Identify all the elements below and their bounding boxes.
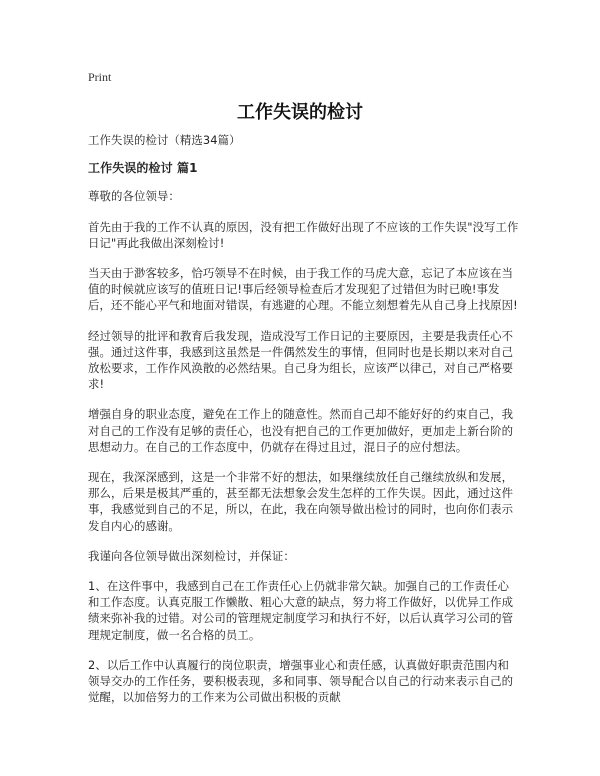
body-paragraph: 当天由于渺客较多，恰巧领导不在时候，由于我工作的马虎大意，忘记了本应该在当值的时候就应该写的值班日记!事后经领导检查后才发现犯了过错但为时已晚!事发后，还不能心平气和地面对错误，有逃避的心理。不能立刻想着先从自己身上找原因! (88, 266, 518, 313)
body-paragraph: 我谨向各位领导做出深刻检讨，并保证： (88, 548, 295, 563)
list-paragraph: 2、以后工作中认真履行的岗位职责，增强事业心和责任感，认真做好职责范围内和领导交办的工作任务，要积极表现，多和同事、领导配合以自己的行动来表示自己的觉醒，以加倍努力的工作来为公司做出积极的贡献 (88, 657, 514, 705)
body-paragraph: 现在，我深深感到，这是一个非常不好的想法，如果继续放任自己继续放纵和发展，那么，后果是极其严重的，甚至都无法想象会发生怎样的工作失误。因此，通过这件事，我感觉到自己的不足，所以，在此，我在向领导做出检讨的同时，也向你们表示发自内心的感谢。 (88, 470, 514, 533)
list-paragraph: 1、在这件事中，我感到自己在工作责任心上仍就非常欠缺。加强自己的工作责任心和工作态度。认真克服工作懒散、粗心大意的缺点，努力将工作做好，以优异工作成绩来弥补我的过错。对公司的管理规定制度学习和执行不好，以后认真学习公司的管理规定制度，做一名合格的员工。 (88, 579, 514, 642)
body-paragraph: 经过领导的批评和教育后我发现，造成没写工作日记的主要原因，主要是我责任心不强。通过这件事，我感到这虽然是一件偶然发生的事情，但同时也是长期以来对自己放松要求，工作作风涣散的必然结果。自己身为组长，应该严以律己，对自己严格要求! (88, 328, 514, 392)
section-heading: 工作失误的检讨 篇1 (88, 161, 198, 176)
body-paragraph: 首先由于我的工作不认真的原因，没有把工作做好出现了不应该的工作失误"没写工作日记"再此我做出深刻检讨! (88, 219, 519, 250)
salutation-paragraph: 尊敬的各位领导： (88, 189, 180, 204)
document-subtitle: 工作失误的检讨（精选34篇） (88, 133, 241, 147)
document-body (88, 132, 520, 719)
body-paragraph: 增强自身的职业态度，避免在工作上的随意性。然而自己却不能好好的约束自己，我对自己的工作没有足够的责任心，也没有把自己的工作更加做好，更加走上新台阶的思想动力。在自己的工作态度中，仍就存在得过且过，混日子的应付想法。 (88, 407, 514, 454)
print-label: Print (88, 70, 112, 84)
document-title: 工作失误的检讨 (237, 102, 363, 123)
